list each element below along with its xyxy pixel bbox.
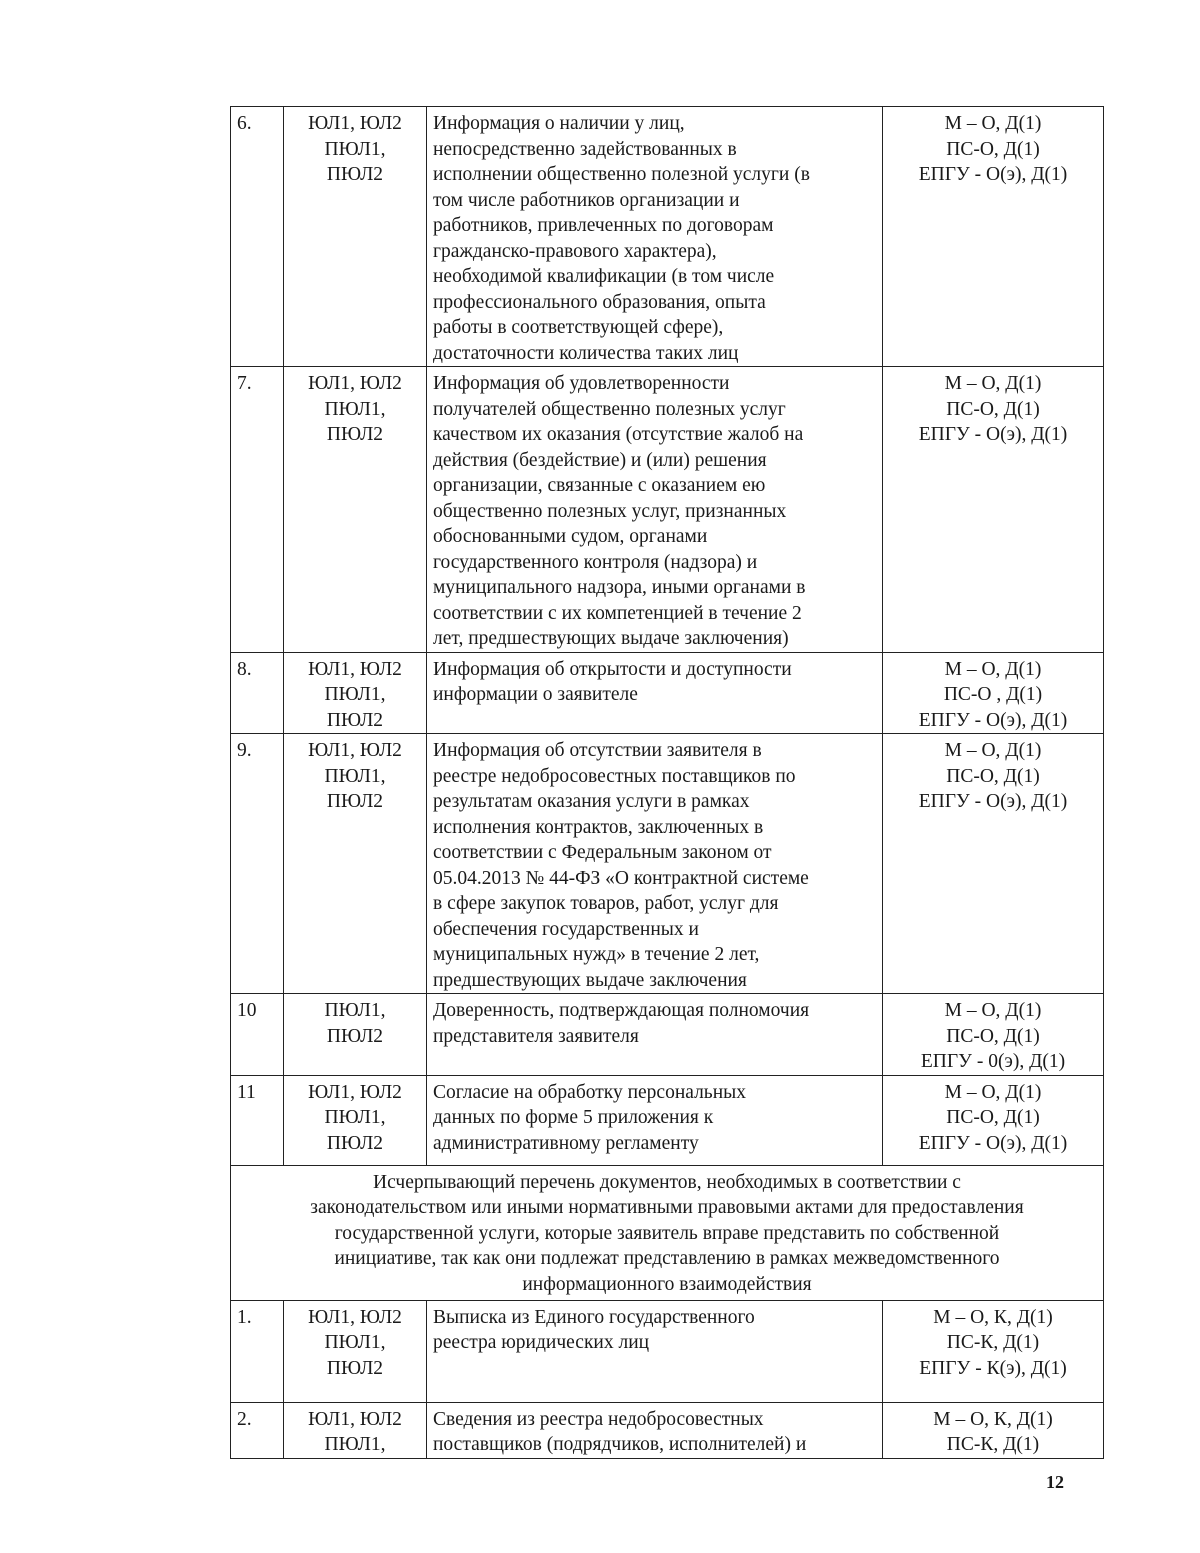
text-line: ПС-О, Д(1)	[946, 1025, 1040, 1047]
applicant-categories	[284, 734, 427, 994]
text-line: ПЮЛ1,	[324, 398, 386, 420]
text-line: ЮЛ1, ЮЛ2	[308, 113, 402, 134]
text-line: ЮЛ1, ЮЛ2	[308, 1081, 402, 1103]
submission-methods	[883, 1075, 1104, 1165]
text-line: представителя заявителя	[433, 1025, 639, 1047]
text-line: ПЮЛ1,	[324, 1332, 386, 1353]
text-line: данных по форме 5 приложения к	[433, 1107, 714, 1128]
text-line: в сфере закупок товаров, работ, услуг для	[433, 893, 779, 914]
text-line: ПЮЛ1,	[324, 1434, 386, 1455]
text-line: ЕПГУ - О(э), Д(1)	[918, 1132, 1068, 1154]
submission-methods	[883, 994, 1104, 1076]
text-line: Выписка из Единого государственного	[433, 1306, 755, 1328]
text-line: ЮЛ1, ЮЛ2	[308, 373, 402, 394]
applicant-categories	[284, 1300, 427, 1402]
text-line: Информация о наличии у лиц,	[433, 113, 685, 134]
text-line: ПЮЛ2	[326, 1132, 384, 1154]
text-line: информационного взаимодействия	[522, 1273, 812, 1295]
text-line: работы в соответствующей сфере),	[433, 317, 724, 338]
text-line: ЕПГУ - О(э), Д(1)	[918, 424, 1068, 445]
text-line: ЮЛ1, ЮЛ2	[308, 740, 402, 761]
table-row	[231, 1402, 1104, 1458]
text-line: реестре недобросовестных поставщиков по	[433, 765, 796, 787]
text-line: Информация об отсутствии заявителя в	[433, 740, 762, 761]
submission-methods	[883, 1300, 1104, 1402]
document-description	[427, 994, 883, 1076]
text-line: необходимой квалификации (в том числе	[433, 266, 775, 287]
text-line: обеспечения государственных и	[433, 918, 699, 940]
text-line: ЮЛ1, ЮЛ2	[308, 658, 402, 680]
text-line: реестра юридических лиц	[433, 1332, 650, 1353]
text-line: ПЮЛ1,	[324, 684, 386, 705]
text-line: Информация об открытости и доступности	[433, 658, 792, 680]
document-description	[427, 107, 883, 367]
document-description	[427, 1300, 883, 1402]
text-line: исполнении общественно полезной услуги (в	[433, 164, 810, 185]
text-line: ПС-К, Д(1)	[946, 1332, 1040, 1353]
text-line: действия (бездействие) и (или) решения	[433, 449, 767, 471]
applicant-categories	[284, 1075, 427, 1165]
documents-table-body	[231, 107, 1104, 1459]
text-line: результатам оказания услуги в рамках	[433, 791, 750, 812]
applicant-categories	[284, 652, 427, 734]
text-line: ПЮЛ1,	[324, 138, 386, 160]
text-line: ЕПГУ - О(э), Д(1)	[918, 164, 1068, 185]
documents-table	[230, 106, 1104, 1459]
text-line: Сведения из реестра недобросовестных	[433, 1408, 764, 1430]
row-number: 9.	[231, 734, 284, 994]
text-line: ПС-О, Д(1)	[946, 1107, 1040, 1128]
applicant-categories	[284, 107, 427, 367]
applicant-categories	[284, 367, 427, 653]
table-row	[231, 652, 1104, 734]
text-line: том числе работников организации и	[433, 189, 740, 211]
text-line: ПС-О, Д(1)	[946, 398, 1040, 420]
table-row	[231, 994, 1104, 1076]
text-line: соответствии с их компетенцией в течение 2	[433, 602, 802, 624]
table-row	[231, 107, 1104, 367]
text-line: соответствии с Федеральным законом от	[433, 842, 772, 863]
text-line: ПЮЛ2	[326, 791, 384, 812]
text-line: ЕПГУ - О(э), Д(1)	[918, 791, 1068, 812]
row-number: 10	[231, 994, 284, 1076]
text-line: государственного контроля (надзора) и	[433, 551, 758, 573]
text-line: предшествующих выдаче заключения	[433, 969, 747, 991]
text-line: ЮЛ1, ЮЛ2	[308, 1408, 402, 1430]
text-line: инициативе, так как они подлежат представлению в рамках межведомственного	[334, 1248, 1000, 1269]
text-line: ПС-О, Д(1)	[946, 765, 1040, 787]
text-line: качеством их оказания (отсутствие жалоб на	[433, 424, 804, 445]
text-line: ПЮЛ1,	[324, 1000, 386, 1021]
text-line: Информация об удовлетворенности	[433, 373, 730, 394]
row-number: 8.	[231, 652, 284, 734]
text-line: ЕПГУ - К(э), Д(1)	[919, 1357, 1067, 1379]
text-line: М – О, К, Д(1)	[933, 1408, 1053, 1430]
text-line: М – О, Д(1)	[944, 373, 1042, 394]
document-description	[427, 367, 883, 653]
text-line: Исчерпывающий перечень документов, необходимых в соответствии с	[373, 1171, 961, 1193]
text-line: лет, предшествующих выдаче заключения)	[433, 628, 789, 649]
text-line: организации, связанные с оказанием ею	[433, 475, 766, 496]
text-line: ПС-О, Д(1)	[946, 138, 1040, 160]
page-number: 12	[1046, 1472, 1064, 1492]
text-line: 05.04.2013 № 44-ФЗ «О контрактной системе	[433, 867, 809, 889]
text-line: государственной услуги, которые заявитель вправе представить по собственной	[334, 1222, 1000, 1244]
text-line: ПЮЛ1,	[324, 765, 386, 787]
row-number: 1.	[231, 1300, 284, 1402]
text-line: М – О, Д(1)	[944, 658, 1042, 680]
text-line: исполнения контрактов, заключенных в	[433, 816, 764, 838]
text-line: административному регламенту	[433, 1132, 699, 1154]
submission-methods	[883, 734, 1104, 994]
text-line: достаточности количества таких лиц	[433, 342, 739, 364]
document-description	[427, 734, 883, 994]
text-line: ЕПГУ - 0(э), Д(1)	[920, 1051, 1066, 1072]
text-line: ПС-К, Д(1)	[946, 1434, 1040, 1455]
table-row	[231, 734, 1104, 994]
text-line: ПЮЛ2	[326, 424, 384, 445]
text-line: работников, привлеченных по договорам	[433, 215, 774, 236]
applicant-categories	[284, 1402, 427, 1458]
document-description	[427, 1402, 883, 1458]
section-header-row	[231, 1165, 1104, 1300]
submission-methods	[883, 652, 1104, 734]
text-line: Доверенность, подтверждающая полномочия	[433, 1000, 810, 1021]
text-line: М – О, Д(1)	[944, 1081, 1042, 1103]
text-line: гражданско-правового характера),	[433, 240, 717, 262]
text-line: информации о заявителе	[433, 684, 638, 705]
text-line: обоснованными судом, органами	[433, 526, 708, 547]
document-description	[427, 652, 883, 734]
text-line: М – О, Д(1)	[944, 740, 1042, 761]
row-number: 7.	[231, 367, 284, 653]
section-header	[231, 1165, 1104, 1300]
text-line: ПЮЛ1,	[324, 1107, 386, 1128]
text-line: законодательством или иными нормативными правовыми актами для предоставления	[310, 1197, 1024, 1218]
text-line: ЕПГУ - О(э), Д(1)	[918, 709, 1068, 731]
applicant-categories	[284, 994, 427, 1076]
row-number: 6.	[231, 107, 284, 367]
text-line: муниципальных нужд» в течение 2 лет,	[433, 944, 760, 965]
text-line: ЮЛ1, ЮЛ2	[308, 1306, 402, 1328]
text-line: М – О, Д(1)	[944, 1000, 1042, 1021]
text-line: ПЮЛ2	[326, 1025, 384, 1047]
text-line: ПЮЛ2	[326, 709, 384, 731]
submission-methods	[883, 367, 1104, 653]
text-line: получателей общественно полезных услуг	[433, 398, 786, 420]
text-line: муниципального надзора, иными органами в	[433, 577, 806, 598]
text-line: М – О, Д(1)	[944, 113, 1042, 134]
text-line: ПС-О , Д(1)	[943, 684, 1043, 705]
text-line: профессионального образования, опыта	[433, 291, 766, 313]
submission-methods	[883, 1402, 1104, 1458]
table-row	[231, 1300, 1104, 1402]
document-description	[427, 1075, 883, 1165]
text-line: Согласие на обработку персональных	[433, 1081, 746, 1103]
row-number: 11	[231, 1075, 284, 1165]
table-row	[231, 1075, 1104, 1165]
submission-methods	[883, 107, 1104, 367]
text-line: поставщиков (подрядчиков, исполнителей) и	[433, 1434, 807, 1455]
text-line: ПЮЛ2	[326, 164, 384, 185]
text-line: непосредственно задействованных в	[433, 138, 737, 160]
table-row	[231, 367, 1104, 653]
text-line: ПЮЛ2	[326, 1357, 384, 1379]
text-line: общественно полезных услуг, признанных	[433, 500, 787, 522]
row-number: 2.	[231, 1402, 284, 1458]
text-line: М – О, К, Д(1)	[933, 1306, 1053, 1328]
